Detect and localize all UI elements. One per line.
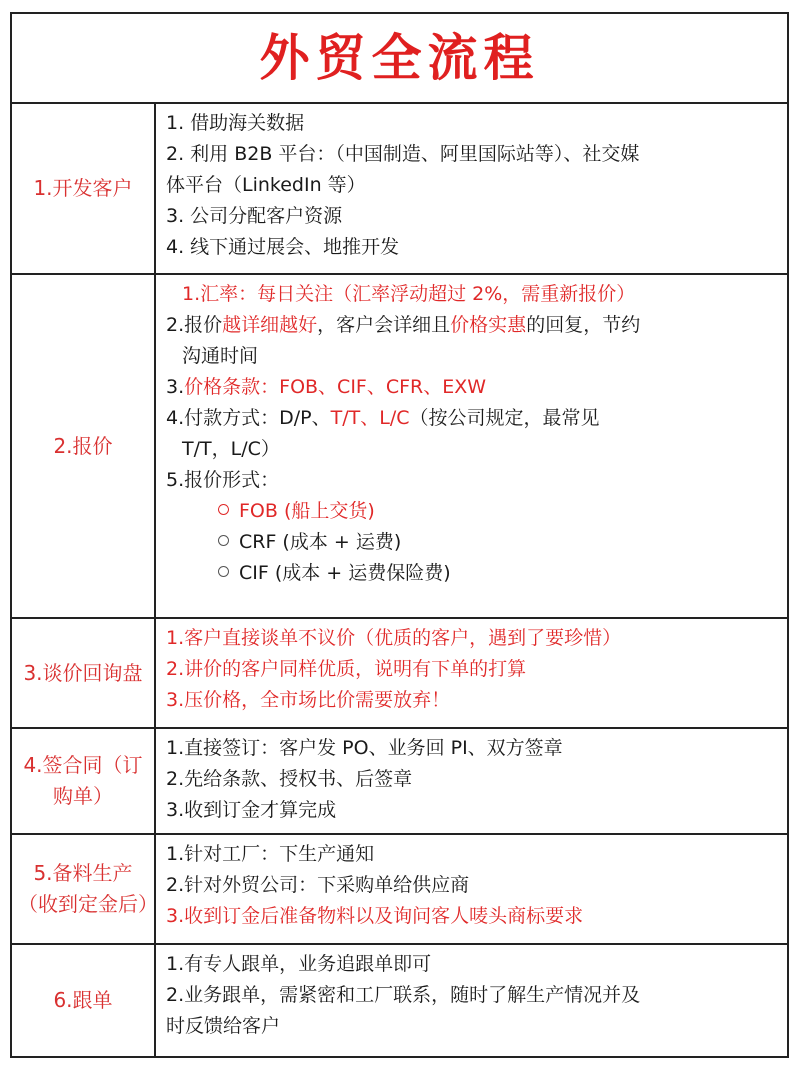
list-item: 2.报价越详细越好，客户会详细且价格实惠的回复，节约 (166, 314, 641, 336)
page-title: 外贸全流程 (259, 29, 540, 87)
section-content (156, 104, 787, 273)
section-row-develop-customers (12, 104, 787, 275)
section-label: 6.跟单 (12, 945, 156, 1056)
section-row-follow-up (12, 945, 787, 1056)
section-row-contract (12, 729, 787, 835)
list-item: 沟通时间 (182, 345, 259, 367)
list-item: 4. 线下通过展会、地推开发 (166, 236, 400, 258)
list-item: 2.讲价的客户同样优质，说明有下单的打算 (166, 658, 527, 680)
list-item: 2.针对外贸公司：下采购单给供应商 (166, 874, 470, 896)
list-item: 3.价格条款：FOB、CIF、CFR、EXW (166, 376, 487, 398)
section-row-production (12, 835, 787, 945)
option-crf: CRF (成本 + 运费) (166, 527, 777, 558)
list-item: 2.业务跟单，需紧密和工厂联系，随时了解生产情况并及 (166, 984, 641, 1006)
section-content (156, 945, 787, 1056)
circle-bullet-icon (218, 566, 229, 577)
list-item: 3. 公司分配客户资源 (166, 205, 343, 227)
list-item: 1.针对工厂：下生产通知 (166, 843, 375, 865)
section-content (156, 275, 787, 617)
list-item: 1. 借助海关数据 (166, 112, 305, 134)
list-item: 1.汇率：每日关注（汇率浮动超过 2%，需重新报价） (182, 283, 636, 305)
list-item: 3.收到订金才算完成 (166, 799, 337, 821)
section-label: 1.开发客户 (12, 104, 156, 273)
list-item: 1.客户直接谈单不议价（优质的客户，遇到了要珍惜） (166, 627, 622, 649)
list-item: 2. 利用 B2B 平台：（中国制造、阿里国际站等）、社交媒 (166, 143, 640, 165)
section-label: 4.签合同（订购单） (12, 729, 156, 833)
section-label: 3.谈价回询盘 (12, 619, 156, 727)
list-item: 3.压价格，全市场比价需要放弃！ (166, 689, 451, 711)
list-item: 2.先给条款、授权书、后签章 (166, 768, 413, 790)
list-item: 体平台（LinkedIn 等） (166, 174, 366, 196)
list-item: 1.有专人跟单，业务追跟单即可 (166, 953, 432, 975)
list-item: 3.收到订金后准备物料以及询问客人唛头商标要求 (166, 905, 584, 927)
option-fob: FOB (船上交货) (166, 496, 777, 527)
section-content (156, 619, 787, 727)
process-table (10, 12, 789, 1058)
title-row (12, 14, 787, 104)
list-item: T/T，L/C） (182, 438, 280, 460)
option-cif: CIF (成本 + 运费保险费) (166, 558, 777, 589)
list-item: 5.报价形式： (166, 469, 280, 491)
list-item: 4.付款方式：D/P、T/T、L/C（按公司规定，最常见 (166, 407, 600, 429)
section-label: 2.报价 (12, 275, 156, 617)
list-item: 时反馈给客户 (166, 1015, 281, 1037)
section-row-quotation (12, 275, 787, 619)
section-content (156, 835, 787, 943)
list-item: 1.直接签订：客户发 PO、业务回 PI、双方签章 (166, 737, 563, 759)
section-content (156, 729, 787, 833)
section-row-negotiate (12, 619, 787, 729)
circle-bullet-icon (218, 504, 229, 515)
section-label: 5.备料生产（收到定金后） (12, 835, 156, 943)
circle-bullet-icon (218, 535, 229, 546)
